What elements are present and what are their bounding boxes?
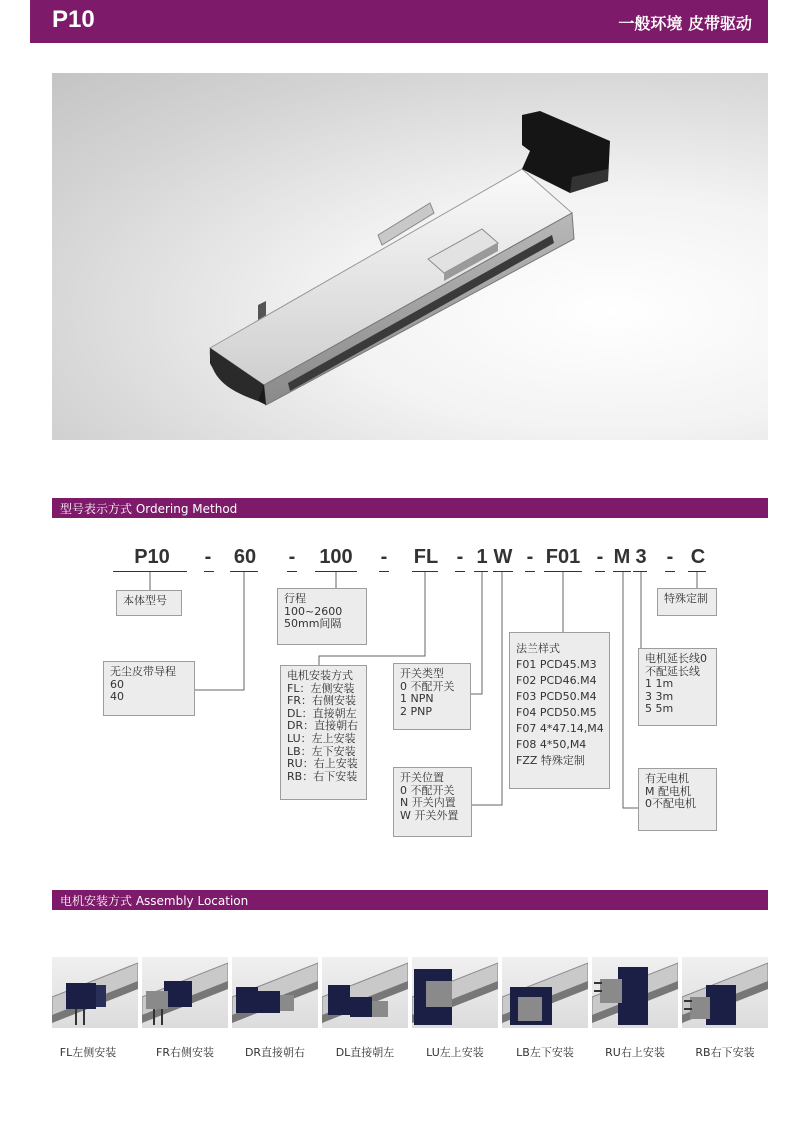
code-dash: - [456,546,464,568]
box-title: 电机安装方式 [287,669,353,682]
underline-dash [455,571,465,572]
box-title: 电机延长线0 [645,652,707,665]
code-guide: 60 [233,546,257,568]
assembly-label-lu: LU左上安装 [426,1046,484,1059]
thumb-fr [142,957,228,1028]
box-row: FL：左侧安装 [287,681,355,695]
code-motor: M [613,546,631,568]
box-row: LB：左下安装 [287,744,356,758]
underline-mount [412,571,438,572]
motor-mount-icon [412,957,498,1028]
motor-mount-icon [52,957,138,1028]
code-model: P10 [134,546,170,568]
box-row: 0不配电机 [645,797,696,811]
header-bar [30,0,768,43]
box-row: 2 PNP [400,704,432,718]
box-row: 特殊定制 [664,592,708,605]
assembly-label-fl: FL左侧安装 [59,1046,117,1059]
box-stroke [277,588,367,645]
underline-flange [544,571,582,572]
underline-motor [613,571,631,572]
thumb-lb [502,957,588,1028]
underline-switch-pos [493,571,513,572]
box-switch-pos [393,767,472,837]
box-base-model [116,590,182,616]
box-title: 行程 [284,592,306,605]
code-switch-pos: W [493,546,513,568]
box-row: F08 4*50,M4 [516,738,587,751]
box-row: 100~2600 [284,604,343,618]
assembly-label-dr: DR直接朝右 [244,1046,306,1059]
motor-mount-icon [502,957,588,1028]
box-row: DL：直接朝左 [287,706,357,720]
code-stroke: 100 [319,546,353,568]
section-ordering-title: 型号表示方式 Ordering Method [60,502,238,516]
section-assembly-title: 电机安装方式 Assembly Location [60,894,249,908]
box-row: F07 4*47.14,M4 [516,722,604,735]
box-row: N 开关内置 [400,796,456,810]
code-cable: 3 [635,546,647,568]
box-row: 40 [110,690,124,704]
motor-mount-icon [682,957,768,1028]
code-mount: FL [413,546,439,568]
motor-mount-icon [232,957,318,1028]
box-row: 1 NPN [400,692,434,706]
box-flange [509,632,610,789]
code-dash: - [204,546,212,568]
box-switch-type [393,663,471,730]
box-row: M 配电机 [645,784,691,798]
box-row: 本体型号 [123,594,167,607]
code-dash: - [526,546,534,568]
box-row: F04 PCD50.M5 [516,706,597,719]
box-special [657,588,717,616]
box-row: F02 PCD46.M4 [516,674,597,687]
code-dash: - [596,546,604,568]
code-special: C [690,546,706,568]
section-assembly-bar [52,890,768,910]
box-mount [280,665,367,800]
code-dash: - [666,546,674,568]
underline-model [113,571,187,572]
assembly-label-rb: RB右下安装 [695,1046,755,1059]
motor-mount-icon [142,957,228,1028]
box-row: LU：左上安装 [287,731,356,745]
underline-dash [379,571,389,572]
box-title: 有无电机 [645,772,689,785]
box-title: 开关位置 [400,771,444,784]
thumb-lu [412,957,498,1028]
box-row: W 开关外置 [400,808,459,822]
underline-stroke [315,571,357,572]
model-title: P10 [52,6,95,33]
box-row: 0 不配开关 [400,783,455,797]
thumb-fl [52,957,138,1028]
box-row: 5 5m [645,702,674,716]
box-row: 1 1m [645,677,674,691]
motor-mount-icon [592,957,678,1028]
box-row: 50mm间隔 [284,617,342,631]
linear-module-image [52,73,768,440]
box-row: 3 3m [645,689,674,703]
assembly-label-fr: FR右侧安装 [156,1046,214,1059]
underline-dash [287,571,297,572]
thumb-dr [232,957,318,1028]
underline-switch-type [474,571,488,572]
box-row: DR：直接朝右 [287,719,359,733]
section-ordering-bar [52,498,768,518]
code-switch-type: 1 [476,546,488,568]
box-row: F01 PCD45.M3 [516,658,597,671]
product-image [52,73,768,440]
assembly-label-lb: LB左下安装 [516,1046,574,1059]
underline-dash [665,571,675,572]
box-row: FR：右侧安装 [287,694,356,708]
code-flange: F01 [545,546,581,568]
box-row: RU：右上安装 [287,757,358,771]
box-row: 不配延长线 [645,664,700,678]
box-row: F03 PCD50.M4 [516,690,597,703]
assembly-label-ru: RU右上安装 [605,1046,665,1059]
underline-dash [204,571,214,572]
underline-special [688,571,706,572]
underline-dash [525,571,535,572]
box-row: 0 不配开关 [400,679,455,693]
box-cable [638,648,717,726]
underline-dash [595,571,605,572]
code-dash: - [380,546,388,568]
underline-cable [633,571,647,572]
code-dash: - [288,546,296,568]
box-title: 开关类型 [400,667,444,680]
thumb-rb [682,957,768,1028]
underline-guide [230,571,258,572]
header-tagline: 一般环境 皮带驱动 [618,14,752,33]
assembly-label-dl: DL直接朝左 [335,1046,395,1059]
box-row: FZZ 特殊定制 [516,754,585,767]
box-title: 无尘皮带导程 [110,665,176,678]
box-row: 60 [110,677,124,691]
thumb-dl [322,957,408,1028]
box-guide [103,661,195,716]
box-title: 法兰样式 [516,642,560,655]
thumb-ru [592,957,678,1028]
box-motor [638,768,717,831]
box-row: RB：右下安装 [287,769,358,783]
motor-mount-icon [322,957,408,1028]
